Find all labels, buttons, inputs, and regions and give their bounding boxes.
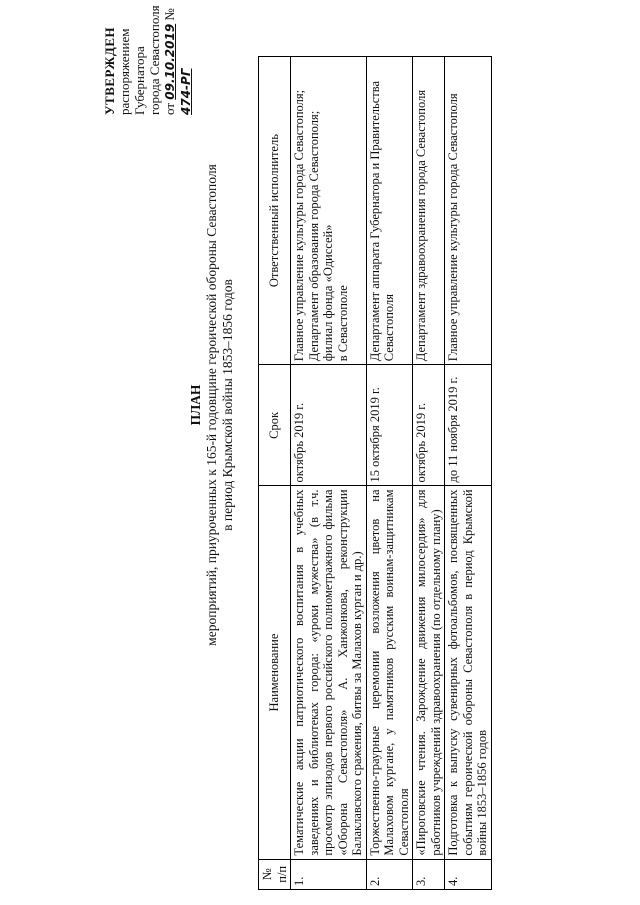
header-responsible: Ответственный исполнитель xyxy=(259,57,291,365)
row-number: 3. xyxy=(413,859,445,889)
row-term: октябрь 2019 г. xyxy=(413,365,445,486)
row-number: 1. xyxy=(291,859,367,889)
row-responsible xyxy=(413,57,445,365)
row-term: 15 октября 2019 г. xyxy=(366,365,413,486)
date-prefix: от xyxy=(162,102,177,115)
table-row xyxy=(445,57,492,890)
approval-date: 09.10.2019 xyxy=(163,23,177,100)
table-row xyxy=(291,57,367,890)
row-responsible xyxy=(445,57,492,365)
responsible-line: Департамент здравоохранения города Севастополя xyxy=(414,89,428,362)
approval-line-2: города Севастополя xyxy=(147,5,162,115)
row-responsible xyxy=(366,57,413,365)
header-name: Наименование xyxy=(259,486,291,859)
row-name: Подготовка к выпуску сувенирных фотоальбомов, посвященных событиям героической обороны Севастополя в период Крымской войны 1853–1856 годов xyxy=(445,486,492,859)
row-responsible xyxy=(291,57,367,365)
document-title xyxy=(188,95,236,715)
title-line-1: мероприятий, приуроченных к 165-й годовщине героической обороны Севастополя xyxy=(204,164,219,646)
header-term: Срок xyxy=(259,365,291,486)
approval-heading: УТВЕРЖДЕН xyxy=(102,26,117,115)
table-row xyxy=(413,57,445,890)
responsible-line: Главное управление культуры города Севастополя; xyxy=(292,89,306,362)
table-row xyxy=(366,57,413,890)
approval-block xyxy=(102,0,194,115)
title-line-2: в период Крымской войны 1853–1856 годов xyxy=(220,279,235,531)
approval-line-1: распоряжением Губернатора xyxy=(117,28,147,115)
row-term: до 11 ноября 2019 г. xyxy=(445,365,492,486)
approval-number: 474-РГ xyxy=(179,68,193,115)
plan-heading: ПЛАН xyxy=(188,384,203,426)
responsible-line: в Севастополе xyxy=(335,285,350,362)
responsible-line: филиал фонда «Одиссей» xyxy=(321,224,335,362)
row-number: 4. xyxy=(445,859,492,889)
row-name: Тематические акции патриотического воспитания в учебных заведениях и библиотеках города: «уроки мужества» (в т.ч. просмотр эпизодов первого российского полнометражного фильма «Оборона Севастополя» А. Ханжонкова, реконструкции Балаклавского сражения, битвы за Малахов курган и др.) xyxy=(291,486,367,859)
responsible-line: Департамент образования города Севастополя; xyxy=(306,110,321,362)
events-table xyxy=(258,56,492,890)
row-number: 2. xyxy=(366,859,413,889)
row-name: Торжественно-траурные церемонии возложения цветов на Малаховом кургане, у памятников русским воинам-защитникам Севастополя xyxy=(366,486,413,859)
responsible-line: Департамент аппарата Губернатора и Правительства Севастополя xyxy=(367,81,396,362)
row-name: «Пироговские чтения. Зарождение движения милосердия» для работников учреждений здравоохранения (по отдельному плану) xyxy=(413,486,445,859)
row-term: октябрь 2019 г. xyxy=(291,365,367,486)
responsible-line: Главное управление культуры города Севастополя xyxy=(446,93,460,362)
header-number: № п/п xyxy=(259,859,291,889)
table-header-row xyxy=(259,57,291,890)
number-prefix: № xyxy=(162,8,177,21)
